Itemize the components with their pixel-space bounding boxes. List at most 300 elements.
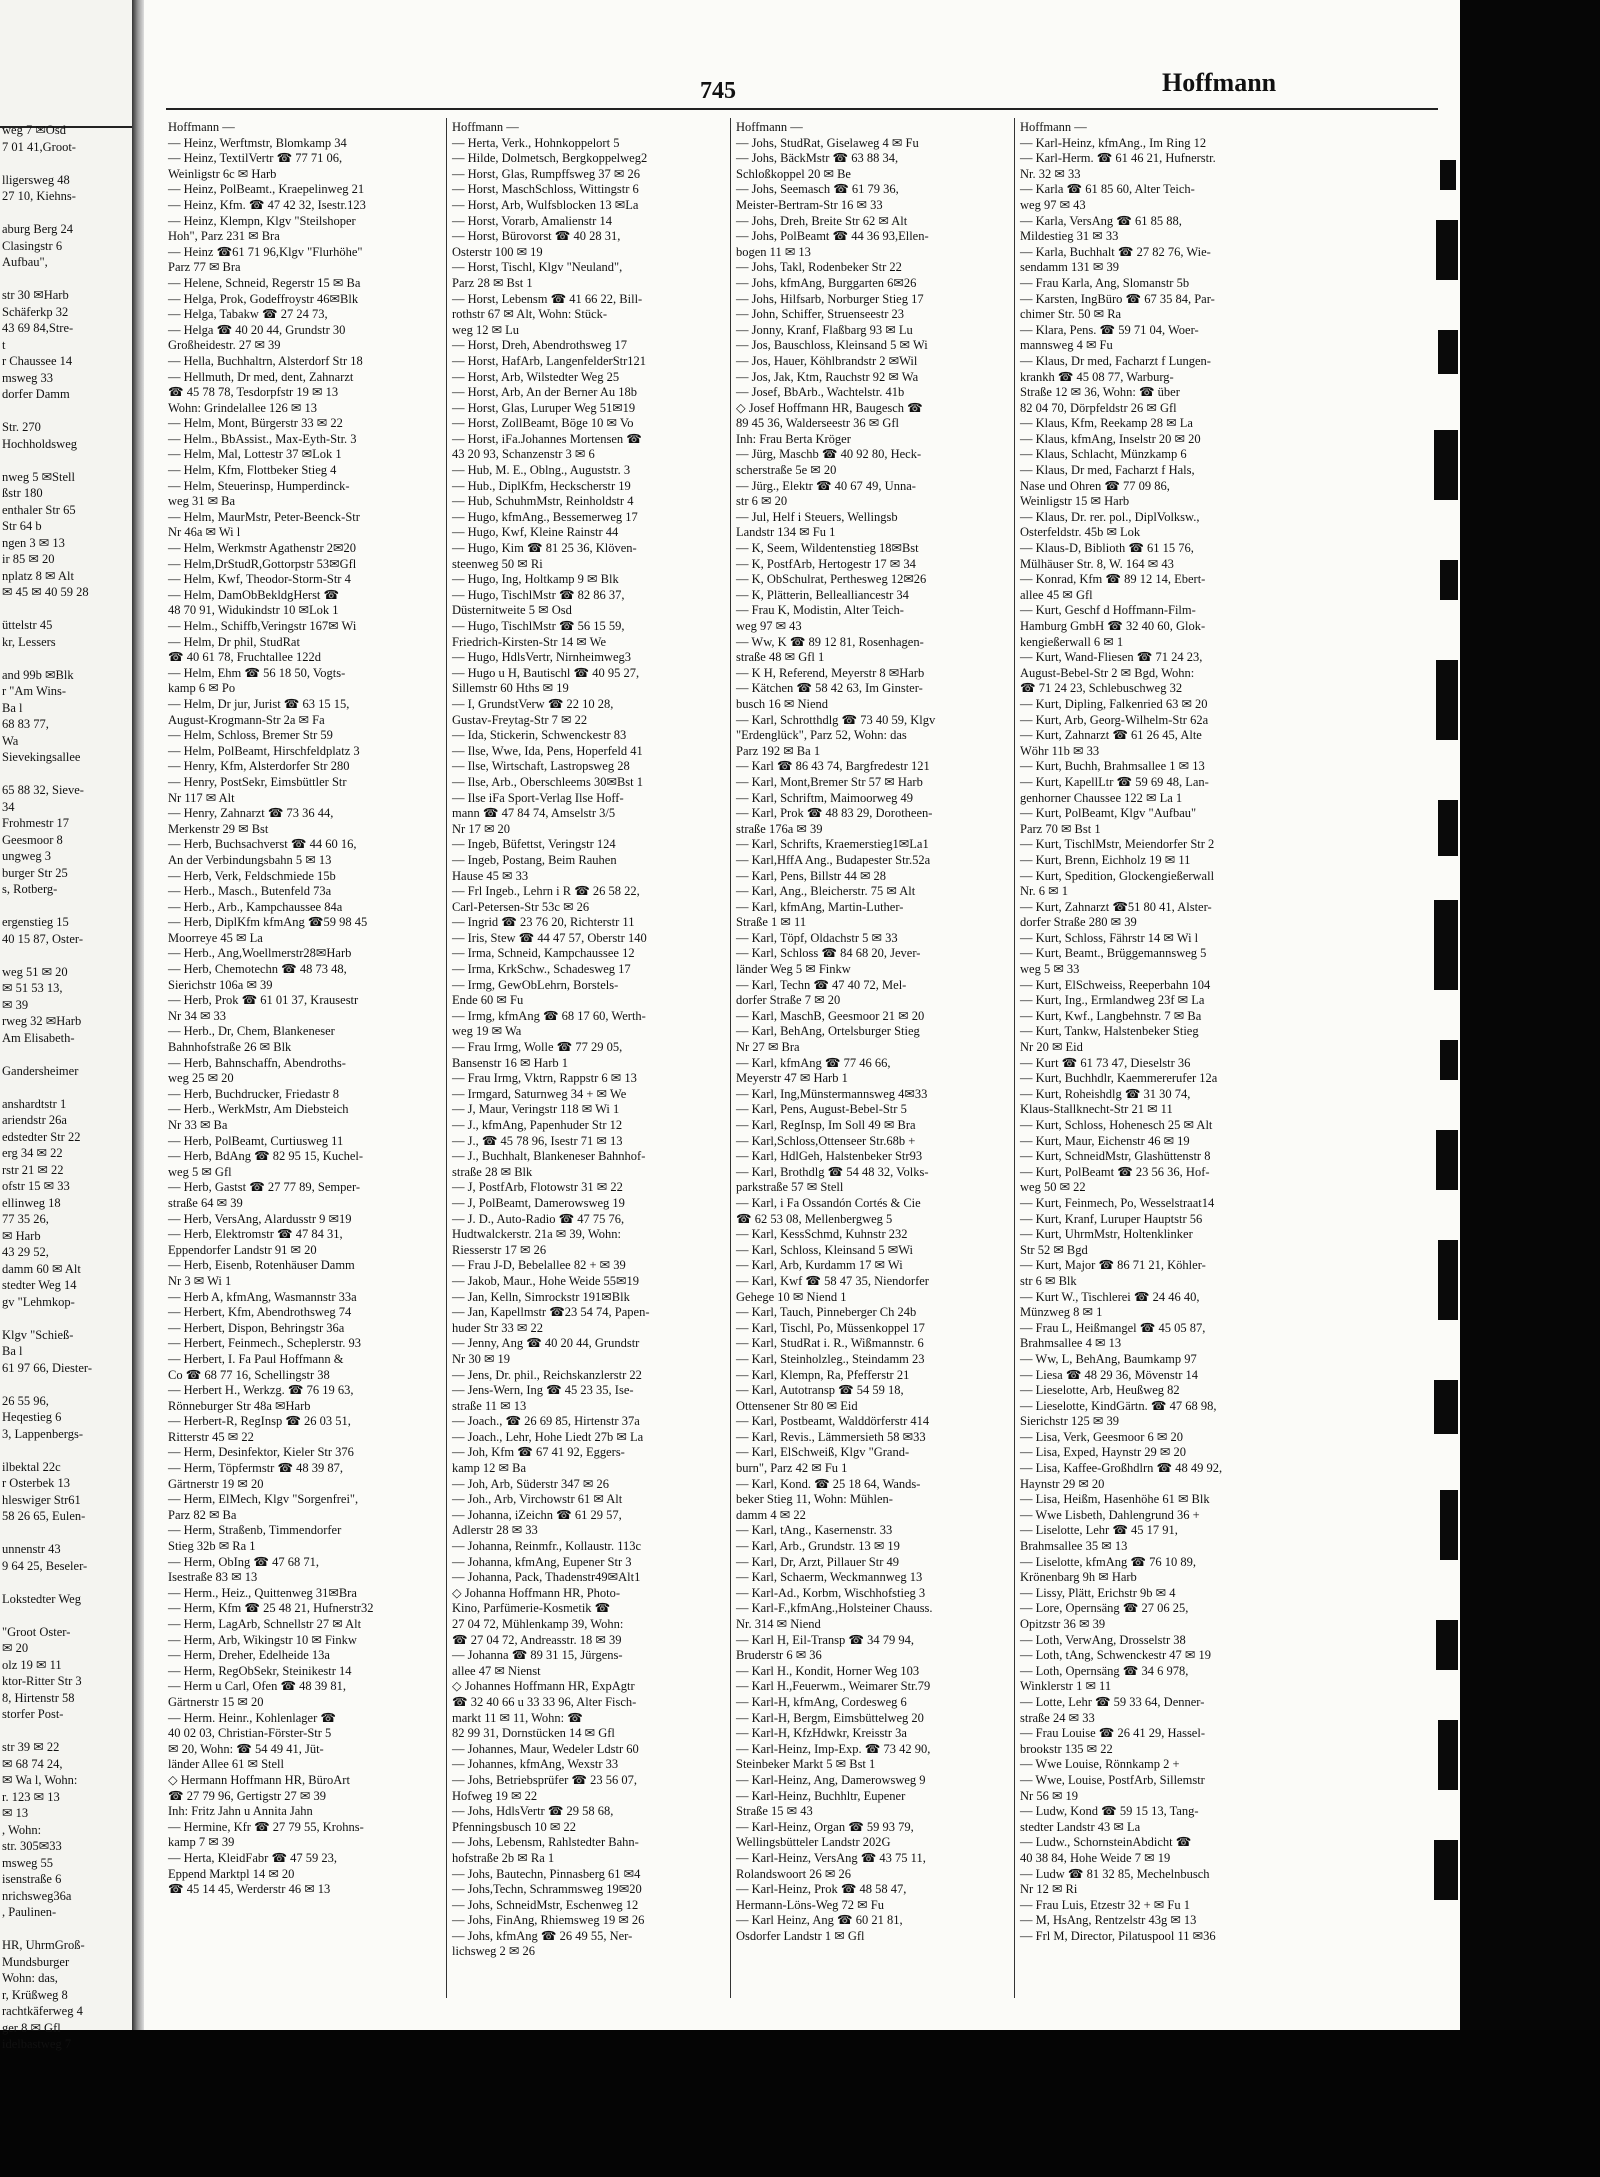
directory-entry-line: Düsternitweite 5 ✉ Osd [452, 603, 572, 618]
directory-entry-line: — Jürg., Elektr ☎ 40 67 49, Unna- [736, 478, 916, 493]
scan-mark [1436, 220, 1458, 280]
directory-entry-line: ◇ Johanna Hoffmann HR, Photo- [452, 1585, 621, 1600]
directory-entry-line: — Henry, PostSekr, Eimsbüttler Str [168, 774, 347, 789]
directory-entry-line: — Jul, Helf i Steuers, Wellingsb [736, 509, 898, 524]
directory-entry-line: — Irmgard, Saturnweg 34 + ✉ We [452, 1086, 627, 1101]
scan-mark [1434, 430, 1458, 500]
directory-entry-line: — Karla ☎ 61 85 60, Alter Teich- [1020, 182, 1195, 197]
directory-entry-line: — Wwe Louise, Rönnkamp 2 + [1020, 1757, 1180, 1772]
facing-page-line: Clasingstr 6 [2, 238, 63, 253]
directory-entry-line: — Karl, kfmAng ☎ 77 46 66, [736, 1055, 891, 1070]
directory-entry-line: Gustav-Freytag-Str 7 ✉ 22 [452, 712, 588, 727]
directory-entry-line: Str 52 ✉ Bgd [1020, 1242, 1088, 1257]
facing-page-line: dorfer Damm [2, 387, 70, 401]
directory-entry-line: — Karl-Heinz, Buchhltr, Eupener [736, 1788, 906, 1803]
facing-page-line [2, 271, 130, 288]
facing-page-line [2, 1079, 130, 1096]
facing-page-line: stedter Weg 14 [2, 1278, 77, 1292]
directory-entry-line: — Ilse, Wirtschaft, Lastropsweg 28 [452, 759, 630, 774]
facing-page-line: 3, Lappenbergs- [2, 1426, 83, 1441]
directory-entry-line: — Herb., Ang,Woellmerstr28✉Harb [168, 946, 352, 961]
directory-entry-line: Parz 77 ✉ Bra [168, 260, 241, 275]
column-divider [1014, 118, 1015, 1998]
directory-entry-line: Riesserstr 17 ✉ 26 [452, 1242, 547, 1257]
directory-entry-line: — Karl-Herm. ☎ 61 46 21, Hufnerstr. [1020, 151, 1216, 166]
directory-entry-line: — Jenny, Ang ☎ 40 20 44, Grundstr [452, 1336, 640, 1351]
directory-entry-line: Nr 117 ✉ Alt [168, 790, 235, 805]
directory-entry-line: Parz 192 ✉ Ba 1 [736, 743, 821, 758]
directory-entry-line: — Karl, KessSchmd, Kuhnstr 232 [736, 1227, 908, 1242]
directory-entry-line: Ottensener Str 80 ✉ Eid [736, 1398, 858, 1413]
directory-entry-line: — Karl, MaschB, Geesmoor 21 ✉ 20 [736, 1008, 925, 1023]
directory-entry-line: — Lieselotte, KindGärtn. ☎ 47 68 98, [1020, 1398, 1217, 1413]
directory-entry-line: — Frl M, Director, Pilatuspool 11 ✉36 [1020, 1928, 1216, 1943]
directory-entry-line: 40 02 03, Christian-Förster-Str 5 [168, 1726, 332, 1741]
facing-page-line: ergenstieg 15 [2, 915, 69, 929]
directory-entry-line: — Kurt, Zahnarzt ☎ 61 26 45, Alte [1020, 728, 1202, 743]
directory-entry-line: — Karl H., Kondit, Horner Weg 103 [736, 1663, 920, 1678]
directory-entry-line: — Herta, KleidFabr ☎ 47 59 23, [168, 1850, 338, 1865]
directory-entry-line: — Liselotte, Lehr ☎ 45 17 91, [1020, 1523, 1178, 1538]
directory-entry-line: Straße 12 ✉ 36, Wohn: ☎ über [1020, 385, 1180, 400]
directory-entry-line: Parz 70 ✉ Bst 1 [1020, 821, 1101, 836]
directory-entry-line: — Helm, Mal, Lottestr 37 ✉Lok 1 [168, 447, 342, 462]
column-heading: Hoffmann — [736, 120, 803, 134]
scan-mark [1440, 160, 1456, 190]
directory-entry-line: — Kurt, Maur, Eichenstr 46 ✉ 19 [1020, 1133, 1190, 1148]
directory-entry-line: Nr 46a ✉ Wi l [168, 525, 241, 540]
directory-entry-line: — Frau K, Modistin, Alter Teich- [736, 603, 904, 618]
directory-entry-line: — Herbert, Kfm, Abendrothsweg 74 [168, 1305, 352, 1320]
directory-entry-line: — Kurt, Tankw, Halstenbeker Stieg [1020, 1024, 1199, 1039]
directory-entry-line: — Johs, Seemasch ☎ 61 79 36, [736, 182, 899, 197]
directory-entry-line: Parz 28 ✉ Bst 1 [452, 275, 533, 290]
directory-entry-line: — Ida, Stickerin, Schwenckestr 83 [452, 728, 627, 743]
directory-entry-line: — Irma, KrkSchw., Schadesweg 17 [452, 962, 631, 977]
directory-entry-line: Stieg 32b ✉ Ra 1 [168, 1539, 256, 1554]
directory-entry-line: — Kurt, PolBeamt, Klgv "Aufbau" [1020, 806, 1197, 821]
facing-page-line: burger Str 25 [2, 865, 68, 880]
directory-entry-line: — Joach., Lehr, Hohe Liedt 27b ✉ La [452, 1429, 644, 1444]
directory-entry-line: — Karl, StudRat i. R., Wißmannstr. 6 [736, 1336, 924, 1351]
directory-entry-line: — Ilse iFa Sport-Verlag Ilse Hoff- [452, 790, 624, 805]
facing-page-line [2, 1046, 130, 1063]
directory-entry-line: parkstraße 57 ✉ Stell [736, 1180, 844, 1195]
directory-entry-line: — Karl, Pens, Billstr 44 ✉ 28 [736, 868, 887, 883]
directory-entry-line: — Klaus-D, Biblioth ☎ 61 15 76, [1020, 541, 1194, 556]
directory-entry-line: — Karl, Kond. ☎ 25 18 64, Wands- [736, 1476, 921, 1491]
directory-entry-line: — Johannes, Maur, Wedeler Ldstr 60 [452, 1741, 639, 1756]
facing-page-line: 26 55 96, [2, 1393, 49, 1408]
directory-entry-line: — Jürg, Maschb ☎ 40 92 80, Heck- [736, 447, 922, 462]
directory-entry-line: — Lore, Opernsäng ☎ 27 06 25, [1020, 1601, 1189, 1616]
directory-entry-line: — Herm. Heinr., Kohlenlager ☎ [168, 1710, 336, 1725]
facing-page-line: anshardtstr 1 [2, 1096, 67, 1111]
facing-page-line [2, 1574, 130, 1591]
directory-entry-line: — Liesa ☎ 48 29 36, Mövenstr 14 [1020, 1367, 1199, 1382]
directory-entry-line: — Karl-Heinz, Ang, Damerowsweg 9 [736, 1772, 926, 1787]
directory-entry-line: — Karl H, Eil-Transp ☎ 34 79 94, [736, 1632, 914, 1647]
directory-entry-line: — Karl, Schloss, Kleinsand 5 ✉Wi [736, 1242, 913, 1257]
facing-page-line [2, 1525, 130, 1542]
facing-page-line: Frohmestr 17 [2, 816, 70, 830]
directory-entry-line: — Hub, M. E., Oblng., Auguststr. 3 [452, 463, 631, 478]
directory-entry-line: Hamburg GmbH ☎ 32 40 60, Glok- [1020, 619, 1206, 633]
directory-entry-line: — Johs, BäckMstr ☎ 63 88 34, [736, 151, 899, 166]
facing-page-line: and 99b ✉Blk [2, 667, 74, 682]
directory-entry-line: busch 16 ✉ Niend [736, 696, 829, 711]
directory-entry-line: 89 45 36, Walderseestr 36 ✉ Gfl [736, 416, 900, 431]
facing-page-line: 27 10, Kiehns- [2, 189, 76, 203]
directory-entry-line: — Frau J-D, Bebelallee 82 + ✉ 39 [452, 1258, 626, 1273]
facing-page-line: ßstr 180 [2, 486, 43, 500]
directory-entry-line: — Karl, Schaerm, Weckmannweg 13 [736, 1570, 923, 1585]
facing-page-line: ✉ Wa l, Wohn: [2, 1773, 78, 1787]
directory-entry-line: — Horst, MaschSchloss, Wittingstr 6 [452, 182, 639, 197]
directory-entry-line: Parz 82 ✉ Ba [168, 1507, 237, 1522]
directory-entry-line: — Johanna, kfmAng, Eupener Str 3 [452, 1554, 632, 1569]
facing-page-line [2, 601, 130, 618]
directory-entry-line: — Karl, Kwf ☎ 58 47 35, Niendorfer [736, 1273, 929, 1288]
directory-entry-line: Gärtnerstr 15 ✉ 20 [168, 1694, 264, 1709]
directory-entry-line: — Jonny, Kranf, Flaßbarg 93 ✉ Lu [736, 322, 913, 337]
directory-entry-line: — Herb A, kfmAng, Wasmannstr 33a [168, 1289, 357, 1304]
directory-entry-line: Wohn: Grindelallee 126 ✉ 13 [168, 400, 318, 415]
directory-entry-line: — Kurt, Schloss, Fährstr 14 ✉ Wi l [1020, 930, 1199, 945]
directory-entry-line: brookstr 135 ✉ 22 [1020, 1741, 1113, 1756]
directory-entry-line: — Wwe Lisbeth, Dahlengrund 36 + [1020, 1507, 1200, 1522]
directory-entry-line: — Kurt, Feinmech, Po, Wesselstraat14 [1020, 1195, 1215, 1210]
directory-entry-line: — Jos, Jak, Ktm, Rauchstr 92 ✉ Wa [736, 369, 919, 384]
directory-entry-line: Brahmsallee 4 ✉ 13 [1020, 1336, 1122, 1351]
directory-entry-line: Osdorfer Landstr 1 ✉ Gfl [736, 1928, 865, 1943]
directory-entry-line: allee 47 ✉ Nienst [452, 1663, 541, 1678]
directory-entry-line: Bansenstr 16 ✉ Harb 1 [452, 1055, 569, 1070]
directory-entry-line: Carl-Petersen-Str 53c ✉ 26 [452, 899, 590, 914]
scan-mark [1438, 330, 1458, 374]
directory-entry-line: — K H, Referend, Meyerstr 8 ✉Harb [736, 665, 925, 680]
directory-entry-line: chimer Str. 50 ✉ Ra [1020, 307, 1122, 322]
facing-page-line: Mundsburger [2, 1954, 70, 1969]
directory-entry-line: — Kurt, UhrmMstr, Holtenklinker [1020, 1227, 1193, 1242]
directory-entry-line: — Herbert, I. Fa Paul Hoffmann & [168, 1351, 344, 1366]
directory-entry-line: — Karl, RegInsp, Im Soll 49 ✉ Bra [736, 1118, 916, 1132]
directory-entry-line: ◇ Josef Hoffmann HR, Baugesch ☎ [736, 400, 923, 415]
facing-page-line: ✉ 20 [2, 1641, 29, 1655]
facing-page-line: ✉ 45 ✉ 40 59 28 [2, 585, 89, 599]
directory-entry-line: 82 99 31, Dornstücken 14 ✉ Gfl [452, 1726, 615, 1741]
facing-page-line: HR, UhrmGroß- [2, 1938, 85, 1952]
directory-entry-line: Co ☎ 68 77 16, Schellingstr 38 [168, 1367, 330, 1382]
directory-entry-line: markt 11 ✉ 11, Wohn: ☎ [452, 1710, 583, 1725]
directory-entry-line: Nr 56 ✉ 19 [1020, 1788, 1079, 1803]
directory-entry-line: — Horst, Glas, Luruper Weg 51✉19 [452, 400, 636, 415]
facing-page-line: ofstr 15 ✉ 33 [2, 1179, 70, 1193]
directory-entry-line: — Herm, Kfm ☎ 25 48 21, Hufnerstr32 [168, 1601, 374, 1616]
scan-mark [1436, 1620, 1458, 1670]
directory-entry-line: stedter Landstr 43 ✉ La [1020, 1819, 1141, 1834]
directory-entry-line: — K, ObSchulrat, Perthesweg 12✉26 [736, 572, 927, 587]
directory-entry-line: — Loth, tAng, Schwenckestr 47 ✉ 19 [1020, 1648, 1212, 1663]
directory-entry-line: straße 11 ✉ 13 [452, 1398, 527, 1413]
directory-entry-line: — Kurt ☎ 61 73 47, Dieselstr 36 [1020, 1055, 1191, 1070]
facing-page-line: ir 85 ✉ 20 [2, 552, 55, 566]
directory-entry-line: — Karl, BehAng, Ortelsburger Stieg [736, 1024, 920, 1039]
directory-entry-line: — Joh., Arb, Virchowstr 61 ✉ Alt [452, 1492, 623, 1507]
facing-page-line: Aufbau", [2, 255, 48, 269]
directory-entry-line: — J, Maur, Veringstr 118 ✉ Wi 1 [452, 1102, 620, 1117]
directory-entry-line: Nr 27 ✉ Bra [736, 1040, 800, 1055]
facing-page-line: Ba l [2, 700, 23, 715]
directory-entry-line: — Johanna, iZeichn ☎ 61 29 57, [452, 1507, 622, 1522]
directory-entry-line: damm 4 ✉ 22 [736, 1507, 806, 1522]
facing-page-line: Schäferkp 32 [2, 304, 69, 319]
column-2 [452, 120, 737, 2000]
facing-page-line: damm 60 ✉ Alt [2, 1261, 81, 1276]
facing-page-line: edstedter Str 22 [2, 1129, 81, 1144]
directory-entry-line: — Herbert-R, RegInsp ☎ 26 03 51, [168, 1414, 351, 1429]
directory-entry-line: — Karl, Brothdlg ☎ 54 48 32, Volks- [736, 1164, 929, 1179]
directory-entry-line: Straße 1 ✉ 11 [736, 915, 807, 930]
facing-page-line [2, 155, 130, 172]
directory-entry-line: genhorner Chaussee 122 ✉ La 1 [1020, 790, 1183, 805]
facing-page-line [2, 1723, 130, 1740]
directory-entry-line: — Klara, Pens. ☎ 59 71 04, Woer- [1020, 322, 1199, 337]
directory-entry-line: ☎ 71 24 23, Schlebuschweg 32 [1020, 681, 1183, 696]
directory-entry-line: str 6 ✉ 20 [736, 494, 788, 509]
facing-page-line: str 30 ✉Harb [2, 288, 69, 302]
scan-mark [1438, 1240, 1458, 1320]
directory-entry-line: — Johanna ☎ 89 31 15, Jürgens- [452, 1648, 623, 1663]
directory-entry-line: — Lotte, Lehr ☎ 59 33 64, Denner- [1020, 1694, 1205, 1709]
facing-page-line [2, 947, 130, 964]
directory-entry-line: — Karl, tAng., Kasernenstr. 33 [736, 1523, 893, 1538]
directory-entry-line: — Kurt, Ing., Ermlandweg 23f ✉ La [1020, 993, 1205, 1008]
directory-entry-line: ☎ 45 14 45, Werderstr 46 ✉ 13 [168, 1882, 331, 1897]
scan-border-right [1460, 0, 1600, 2030]
directory-entry-line: — Karl-Heinz, kfmAng., Im Ring 12 [1020, 135, 1207, 150]
directory-entry-line: — Kurt, Brenn, Eichholz 19 ✉ 11 [1020, 852, 1191, 867]
directory-entry-line: — Heinz, PolBeamt., Kraepelinweg 21 [168, 182, 365, 197]
directory-entry-line: — Jan, Kelln, Simrockstr 191✉Blk [452, 1289, 630, 1304]
directory-entry-line: — Hugo u H, Bautischl ☎ 40 95 27, [452, 665, 640, 680]
directory-entry-line: — Helm, Dr jur, Jurist ☎ 63 15 15, [168, 696, 350, 711]
facing-page-line: msweg 55 [2, 1855, 54, 1870]
directory-entry-line: — Karl, Revis., Lämmersieth 58 ✉33 [736, 1429, 926, 1444]
directory-entry-line: straße 64 ✉ 39 [168, 1195, 243, 1210]
directory-entry-line: — Karl, Dr, Arzt, Pillauer Str 49 [736, 1554, 900, 1569]
directory-entry-line: 27 04 72, Mühlenkamp 39, Wohn: [452, 1617, 624, 1631]
directory-entry-line: — Jens-Wern, Ing ☎ 45 23 35, Ise- [452, 1383, 634, 1398]
facing-page-line [2, 898, 130, 915]
facing-page-line: 8, Hirtenstr 58 [2, 1690, 75, 1705]
directory-entry-line: — Heinz, TextilVertr ☎ 77 71 06, [168, 151, 343, 166]
directory-entry-line: Sillemstr 60 Hths ✉ 19 [452, 681, 569, 696]
directory-entry-line: — Karl Heinz, Ang ☎ 60 21 81, [736, 1913, 903, 1928]
directory-entry-line: — Kurt, Roheishdlg ☎ 31 30 74, [1020, 1086, 1191, 1101]
directory-entry-line: — Kurt, Wand-Fliesen ☎ 71 24 23, [1020, 650, 1203, 665]
directory-entry-line: — Heinz ☎61 71 96,Klgv "Flurhöhe" [168, 244, 363, 259]
directory-entry-line: — Lisa, Verk, Geesmoor 6 ✉ 20 [1020, 1429, 1183, 1444]
directory-entry-line: — Herb, PolBeamt, Curtiusweg 11 [168, 1133, 344, 1148]
directory-entry-line: weg 5 ✉ 33 [1020, 962, 1080, 977]
directory-entry-line: — Ludw ☎ 81 32 85, Mechelnbusch [1020, 1866, 1210, 1881]
directory-entry-line: — Jos, Bauschloss, Kleinsand 5 ✉ Wi [736, 338, 928, 353]
directory-entry-line: sendamm 131 ✉ 39 [1020, 260, 1120, 275]
directory-entry-line: ☎ 27 04 72, Andreasstr. 18 ✉ 39 [452, 1632, 622, 1647]
directory-entry-line: Osterfeldstr. 45b ✉ Lok [1020, 525, 1141, 540]
directory-entry-line: Nr 33 ✉ Ba [168, 1118, 228, 1132]
facing-page-line: weg 51 ✉ 20 [2, 964, 68, 979]
directory-entry-line: Rolandswoort 26 ✉ 26 [736, 1866, 851, 1881]
directory-entry-line: — Karl, Postbeamt, Walddörferstr 414 [736, 1414, 930, 1429]
directory-entry-line: — M, HsAng, Rentzelstr 43g ✉ 13 [1020, 1913, 1197, 1928]
directory-entry-line: — Kurt, PolBeamt ☎ 23 56 36, Hof- [1020, 1164, 1210, 1179]
directory-entry-line: — Herb, Bahnschaffn, Abendroths- [168, 1055, 346, 1070]
directory-entry-line: — Karl, Autotransp ☎ 54 59 18, [736, 1383, 904, 1398]
directory-entry-line: — Helm, Kwf, Theodor-Storm-Str 4 [168, 572, 351, 587]
directory-entry-line: Sierichstr 106a ✉ 39 [168, 977, 273, 992]
directory-entry-line: — Lissy, Plätt, Erichstr 9b ✉ 4 [1020, 1585, 1176, 1600]
directory-entry-line: — Karl, Schrotthdlg ☎ 73 40 59, Klgv [736, 712, 936, 727]
directory-entry-line: — Konrad, Kfm ☎ 89 12 14, Ebert- [1020, 572, 1206, 587]
facing-page-line: "Groot Oster- [2, 1624, 71, 1639]
directory-entry-line: Bahnhofstraße 26 ✉ Blk [168, 1040, 292, 1055]
directory-entry-line: — Karl, HdlGeh, Halstenbeker Str93 [736, 1149, 923, 1164]
page-gutter [132, 0, 144, 2030]
directory-entry-line: — Herm, ObIng ☎ 47 68 71, [168, 1554, 319, 1569]
directory-entry-line: weg 97 ✉ 43 [736, 619, 802, 633]
facing-page-line: ungweg 3 [2, 849, 51, 863]
facing-page-line: nrichsweg36a [2, 1888, 72, 1903]
facing-page-line: Wa [2, 733, 19, 748]
directory-entry-line: — Ludw, Kond ☎ 59 15 13, Tang- [1020, 1804, 1199, 1819]
facing-page-line [2, 1442, 130, 1459]
directory-entry-line: Haynstr 29 ✉ 20 [1020, 1476, 1105, 1491]
directory-entry-line: Gehege 10 ✉ Niend 1 [736, 1289, 847, 1304]
directory-entry-line: — Kurt, ElSchweiss, Reeperbahn 104 [1020, 977, 1211, 992]
directory-entry-line: — Iris, Stew ☎ 44 47 57, Oberstr 140 [452, 930, 647, 945]
directory-entry-line: 40 38 84, Hohe Weide 7 ✉ 19 [1020, 1850, 1171, 1865]
directory-entry-line: Hudtwalckerstr. 21a ✉ 39, Wohn: [452, 1227, 621, 1242]
scan-mark [1440, 1040, 1458, 1080]
directory-entry-line: Kino, Parfümerie-Kosmetik ☎ [452, 1601, 611, 1616]
facing-page-line: erg 34 ✉ 22 [2, 1146, 63, 1160]
facing-page-line [2, 1607, 130, 1624]
facing-page-line: r Chaussee 14 [2, 354, 73, 368]
directory-entry-line: — Kurt, Spedition, Glockengießerwall [1020, 868, 1215, 883]
facing-page-line: rachtkäferweg 4 [2, 2004, 83, 2018]
directory-entry-line: Nr 30 ✉ 19 [452, 1351, 511, 1366]
facing-page-line: ✉ Harb [2, 1228, 41, 1243]
directory-entry-line: Rönneburger Str 48a ✉Harb [168, 1398, 311, 1413]
directory-entry-line: Münzweg 8 ✉ 1 [1020, 1305, 1103, 1320]
facing-page-line [2, 1376, 130, 1393]
directory-entry-line: — Helm, Steuerinsp, Humperdinck- [168, 478, 350, 493]
directory-entry-line: kamp 12 ✉ Ba [452, 1461, 527, 1476]
directory-entry-line: Nr 20 ✉ Eid [1020, 1040, 1083, 1055]
directory-entry-line: Nr 34 ✉ 33 [168, 1008, 227, 1023]
directory-entry-line: — Helm, PolBeamt, Hirschfeldplatz 3 [168, 743, 360, 758]
directory-entry-line: August-Krogmann-Str 2a ✉ Fa [168, 712, 325, 727]
facing-page-line: Lokstedter Weg [2, 1591, 81, 1606]
facing-page-line: 68 83 77, [2, 717, 49, 731]
facing-page-line: r Osterbek 13 [2, 1476, 71, 1490]
facing-page-line: 61 97 66, Diester- [2, 1360, 93, 1375]
directory-entry-line: — Karl, Ing,Münstermannsweg 4✉33 [736, 1086, 928, 1101]
facing-page-line [2, 766, 130, 783]
directory-entry-line: — Johs, Bautechn, Pinnasberg 61 ✉4 [452, 1866, 641, 1881]
directory-entry-line: weg 31 ✉ Ba [168, 494, 236, 509]
directory-entry-line: — Karl,HffA Ang., Budapester Str.52a [736, 852, 931, 867]
directory-entry-line: — Karl, Pens, August-Bebel-Str 5 [736, 1102, 907, 1117]
directory-entry-line: — Irmg, kfmAng ☎ 68 17 60, Werth- [452, 1008, 646, 1023]
directory-entry-line: — Horst, Dreh, Abendrothsweg 17 [452, 338, 627, 353]
facing-page-line: str. 305✉33 [2, 1839, 62, 1853]
directory-entry-line: — Johs, kfmAng ☎ 26 49 55, Ner- [452, 1928, 633, 1943]
directory-entry-line: Sierichstr 125 ✉ 39 [1020, 1414, 1120, 1429]
facing-page-line: 65 88 32, Sieve- [2, 783, 84, 797]
scan-mark [1434, 900, 1458, 990]
facing-page-line: kr, Lessers [2, 634, 56, 649]
directory-entry-line: Gärtnerstr 19 ✉ 20 [168, 1476, 264, 1491]
directory-entry-line: Wöhr 11b ✉ 33 [1020, 743, 1100, 758]
facing-page-line: lligersweg 48 [2, 172, 70, 187]
directory-entry-line: — Kurt, Buchhdlr, Kaemmererufer 12a [1020, 1071, 1218, 1086]
directory-entry-line: Brahmsallee 35 ✉ 13 [1020, 1539, 1128, 1554]
directory-entry-line: — Heinz, Werftmstr, Blomkamp 34 [168, 135, 347, 150]
directory-entry-line: Hofweg 19 ✉ 22 [452, 1788, 538, 1803]
directory-entry-line: — Karl-Ad., Korbm, Wischhofstieg 3 [736, 1585, 926, 1600]
directory-entry-line: — Helm, Werkmstr Agathenstr 2✉20 [168, 541, 357, 556]
directory-entry-line: scherstraße 5e ✉ 20 [736, 463, 837, 478]
facing-page-line [2, 403, 130, 420]
directory-entry-line: — Johs, Takl, Rodenbeker Str 22 [736, 260, 902, 275]
facing-page-line: ktor-Ritter Str 3 [2, 1674, 82, 1688]
directory-entry-line: — Karl-H, KfzHdwkr, Kreisstr 3a [736, 1726, 907, 1741]
directory-entry-line: — Johs, SchneidMstr, Eschenweg 12 [452, 1897, 639, 1912]
directory-entry-line: — Ilse, Arb., Oberschleems 30✉Bst 1 [452, 774, 644, 789]
directory-entry-line: Ende 60 ✉ Fu [452, 993, 524, 1008]
directory-entry-line: — Johs, kfmAng, Burggarten 6✉26 [736, 275, 917, 290]
directory-entry-line: — Karl-F.,kfmAng.,Holsteiner Chauss. [736, 1601, 933, 1616]
directory-entry-line: lichsweg 2 ✉ 26 [452, 1944, 536, 1959]
directory-entry-line: Steinbeker Markt 5 ✉ Bst 1 [736, 1757, 876, 1772]
directory-entry-line: — Herb, Gastst ☎ 27 77 89, Semper- [168, 1180, 361, 1195]
directory-entry-line: Isestraße 83 ✉ 13 [168, 1570, 258, 1585]
scan-mark [1434, 1380, 1458, 1434]
directory-entry-line: — Helm, Mont, Bürgerstr 33 ✉ 22 [168, 416, 343, 431]
directory-entry-line: mann ☎ 47 84 74, Amselstr 3/5 [452, 806, 616, 821]
directory-entry-line: — Kurt, Kwf., Langbehnstr. 7 ✉ Ba [1020, 1008, 1202, 1023]
directory-entry-line: Klaus-Stallknecht-Str 21 ✉ 11 [1020, 1102, 1173, 1117]
directory-entry-line: Inh: Fritz Jahn u Annita Jahn [168, 1804, 313, 1819]
directory-entry-line: — Frau L, Heißmangel ☎ 45 05 87, [1020, 1320, 1206, 1335]
directory-entry-line: — John, Schiffer, Struenseestr 23 [736, 307, 904, 322]
directory-entry-line: — K, Plätterin, Bellealliancestr 34 [736, 587, 909, 602]
directory-entry-line: — Kurt, Buchh, Brahmsallee 1 ✉ 13 [1020, 759, 1205, 774]
directory-entry-line: — Herm, ElMech, Klgv "Sorgenfrei", [168, 1492, 359, 1507]
directory-entry-line: An der Verbindungsbahn 5 ✉ 13 [168, 852, 332, 867]
directory-entry-line: — Ludw., SchornsteinAbdicht ☎ [1020, 1835, 1192, 1850]
directory-entry-line: — Karl-H, Bergm, Eimsbüttelweg 20 [736, 1710, 924, 1725]
directory-entry-line: — Hellmuth, Dr med, dent, Zahnarzt [168, 369, 354, 384]
directory-entry-line: krankh ☎ 45 08 77, Warburg- [1020, 369, 1174, 384]
directory-entry-line: — Herb., Masch., Butenfeld 73a [168, 884, 332, 899]
directory-entry-line: — Helene, Schneid, Regerstr 15 ✉ Ba [168, 275, 361, 290]
directory-entry-line: — Hugo, Kim ☎ 81 25 36, Klöven- [452, 541, 637, 556]
facing-page-line: , Paulinen- [2, 1905, 57, 1919]
